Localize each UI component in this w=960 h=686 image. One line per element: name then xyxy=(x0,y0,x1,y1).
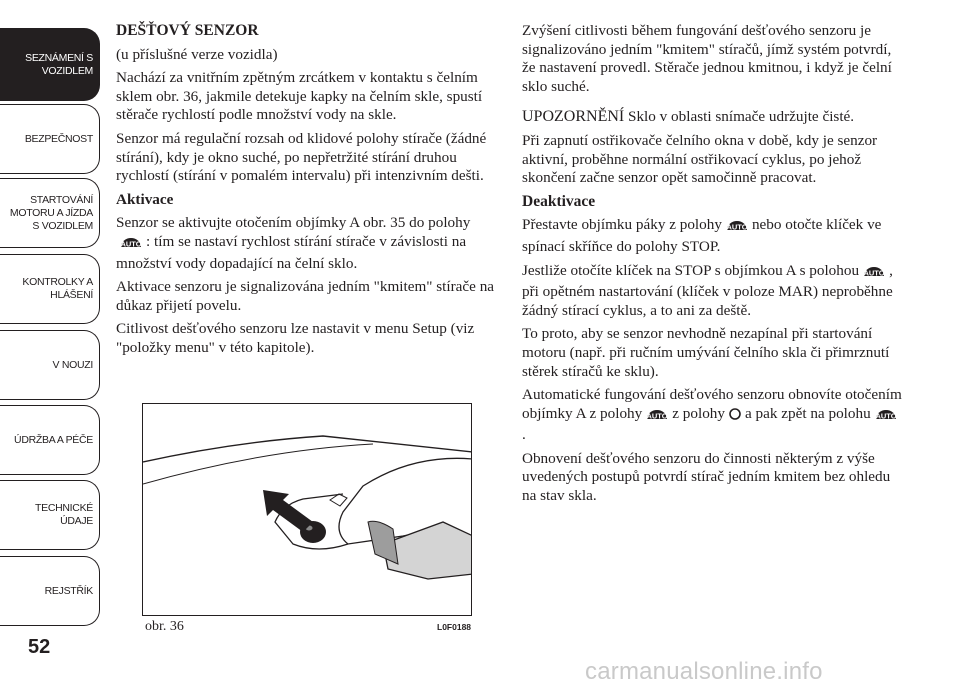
svg-text:AUTO: AUTO xyxy=(120,239,142,249)
page-number: 52 xyxy=(28,636,51,658)
paragraph-sensitivity-increase: Zvýšení citlivosti během fungování dešťového senzoru je signalizováno jedním "kmitem" stíračů, jímž systém potvrdí, že nastavení provedl. Stěrače jednou kmitnou, i když je čelní sklo suché. xyxy=(522,22,892,95)
activation-text-a: Senzor se aktivujte otočením objímky A obr. 35 do polohy xyxy=(116,214,471,232)
tab-seznameni-s-vozidlem[interactable]: SEZNÁMENÍ S VOZIDLEM xyxy=(0,28,100,101)
aktivace-heading: Aktivace xyxy=(116,190,174,208)
auto-wiper-icon xyxy=(645,407,669,427)
stop-key-text-b: , při opětném nastartování (klíček v poloze MAR) neproběhne žádný stírací cyklus, a to ani za deště. xyxy=(522,261,893,319)
deactivation-text-a: Přestavte objímku páky z polohy xyxy=(522,216,722,234)
svg-text:AUTO: AUTO xyxy=(863,268,885,278)
rain-sensor-illustration xyxy=(143,404,472,616)
tab-technicke-udaje[interactable]: TECHNICKÉ ÚDAJE xyxy=(0,480,100,550)
figure-code: L0F0188 xyxy=(437,622,472,632)
paragraph-range: Senzor má regulační rozsah od klidové polohy stírače (žádné stírání), kdy je okno suché, po nepřetržité stírání druhou rychlostí (stírání v pomalém intervalu) při intenzivním dešti. xyxy=(116,129,487,185)
watermark: carmanualsonline.info xyxy=(585,658,823,685)
tab-kontrolky-a-hlaseni[interactable]: KONTROLKY A HLÁŠENÍ xyxy=(0,254,100,324)
warning-label: UPOZORNĚNÍ xyxy=(522,108,625,126)
restore-text-b: z polohy xyxy=(672,404,725,422)
auto-wiper-icon xyxy=(725,218,749,238)
paragraph-stop-key xyxy=(522,262,902,321)
svg-text:AUTO: AUTO xyxy=(875,411,897,421)
auto-wiper-icon xyxy=(862,264,886,284)
paragraph-washer: Při zapnutí ostřikovače čelního okna v době, kdy je senzor aktivní, proběhne normální ostřikovací cyklus, po jehož skončení začne senzor opět samočinně pracovat. xyxy=(522,131,878,187)
tab-udrzba-a-pece[interactable]: ÚDRŽBA A PÉČE xyxy=(0,405,100,475)
right-column xyxy=(522,22,902,511)
paragraph-sensitivity: Citlivost dešťového senzoru lze nastavit v menu Setup (viz "položky menu" v této kapitole). xyxy=(116,320,475,356)
deactivation-text-b: nebo otočte klíček ve spínací skříňce do polohy STOP. xyxy=(522,216,882,255)
activation-text-b: : tím se nastaví rychlost stírání stírače v závislosti na množství vody dopadající na čelní sklo. xyxy=(116,232,467,272)
restore-text-c: a pak zpět na polohu xyxy=(744,404,871,422)
section-title: DEŠŤOVÝ SENZOR xyxy=(116,22,259,39)
paragraph-location: Nachází za vnitřním zpětným zrcátkem v kontaktu s čelním sklem obr. 36, jakmile detekuje kapky na čelním skle, spustí stěrače rychlostí podle množství vody na skle. xyxy=(116,69,483,124)
restore-text-d: . xyxy=(522,426,526,444)
paragraph-reason: To proto, aby se senzor nevhodně nezapínal při startování motoru (např. při ručním umývání čelního skla či přimrznutí stěrek stíračů ke sklu). xyxy=(522,325,890,380)
paragraph-activation xyxy=(116,214,500,273)
stop-key-text-a: Jestliže otočíte klíček na STOP s objímkou A s polohou xyxy=(522,261,860,279)
tab-startovani-motoru[interactable]: STARTOVÁNÍ MOTORU A JÍZDA S VOZIDLEM xyxy=(0,178,100,248)
svg-text:AUTO: AUTO xyxy=(726,222,748,232)
left-column xyxy=(116,22,500,363)
section-subtitle: (u příslušné verze vozidla) xyxy=(116,45,278,63)
wiper-off-icon xyxy=(728,407,742,427)
auto-wiper-icon xyxy=(874,407,898,427)
auto-wiper-icon xyxy=(119,235,143,255)
paragraph-deactivation xyxy=(522,216,902,256)
paragraph-confirmation: Aktivace senzoru je signalizována jedním "kmitem" stírače na důkaz přijetí povelu. xyxy=(116,278,495,314)
paragraph-restore xyxy=(522,386,902,445)
figure-caption: obr. 36 xyxy=(145,619,184,634)
chapter-tabs xyxy=(0,0,100,686)
restore-text-a: Automatické fungování dešťového senzoru obnovíte otočením objímky A z polohy xyxy=(522,386,902,422)
paragraph-confirm-restore: Obnovení dešťového senzoru do činnosti některým z výše uvedených postupů potvrdí stírač jedním kmitem bez ohledu na stav skla. xyxy=(522,449,891,505)
tab-bezpecnost[interactable]: BEZPEČNOST xyxy=(0,104,100,174)
tab-rejstrik[interactable]: REJSTŘÍK xyxy=(0,556,100,626)
warning-paragraph xyxy=(522,108,902,127)
tab-v-nouzi[interactable]: V NOUZI xyxy=(0,330,100,400)
figure-rain-sensor xyxy=(142,403,472,616)
deaktivace-heading: Deaktivace xyxy=(522,192,596,210)
svg-text:AUTO: AUTO xyxy=(646,411,668,421)
warning-text: Sklo v oblasti snímače udržujte čisté. xyxy=(624,108,855,126)
